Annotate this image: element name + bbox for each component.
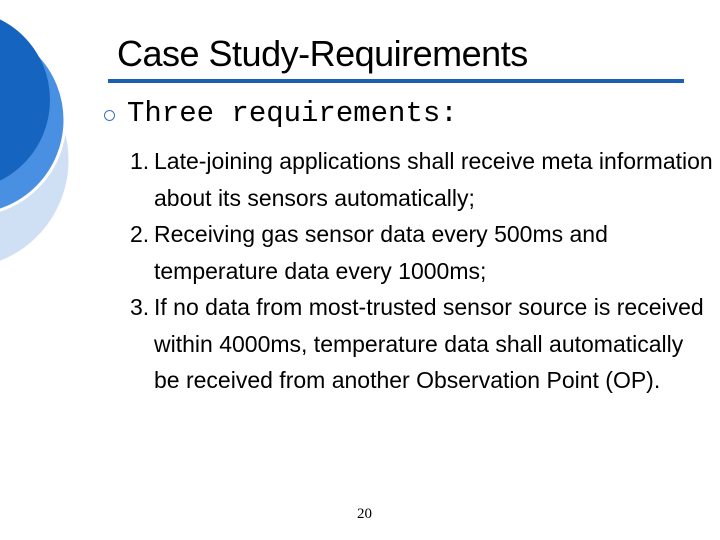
requirement-item [130, 289, 714, 399]
requirement-item [130, 216, 714, 289]
requirement-number: 2. [130, 221, 150, 247]
decorative-blue-circles [0, 0, 120, 300]
requirement-text: Late-joining applications shall receive meta information about its sensors automatically; [154, 148, 713, 211]
requirements-list [130, 143, 714, 399]
title-underline [108, 79, 684, 83]
requirement-number: 1. [130, 148, 150, 174]
requirement-text: If no data from most-trusted sensor source is received within 4000ms, temperature data shall automatically be received from another Observation Point (OP). [154, 294, 704, 393]
slide-title: Case Study-Requirements [117, 33, 528, 74]
requirement-number: 3. [130, 294, 150, 320]
requirement-text: Receiving gas sensor data every 500ms and temperature data every 1000ms; [154, 221, 608, 284]
bullet-text: Three requirements: [127, 97, 458, 130]
bullet-item [104, 97, 458, 130]
page-number: 20 [357, 506, 372, 522]
requirement-item [130, 143, 714, 216]
bullet-circle-icon [104, 110, 115, 121]
